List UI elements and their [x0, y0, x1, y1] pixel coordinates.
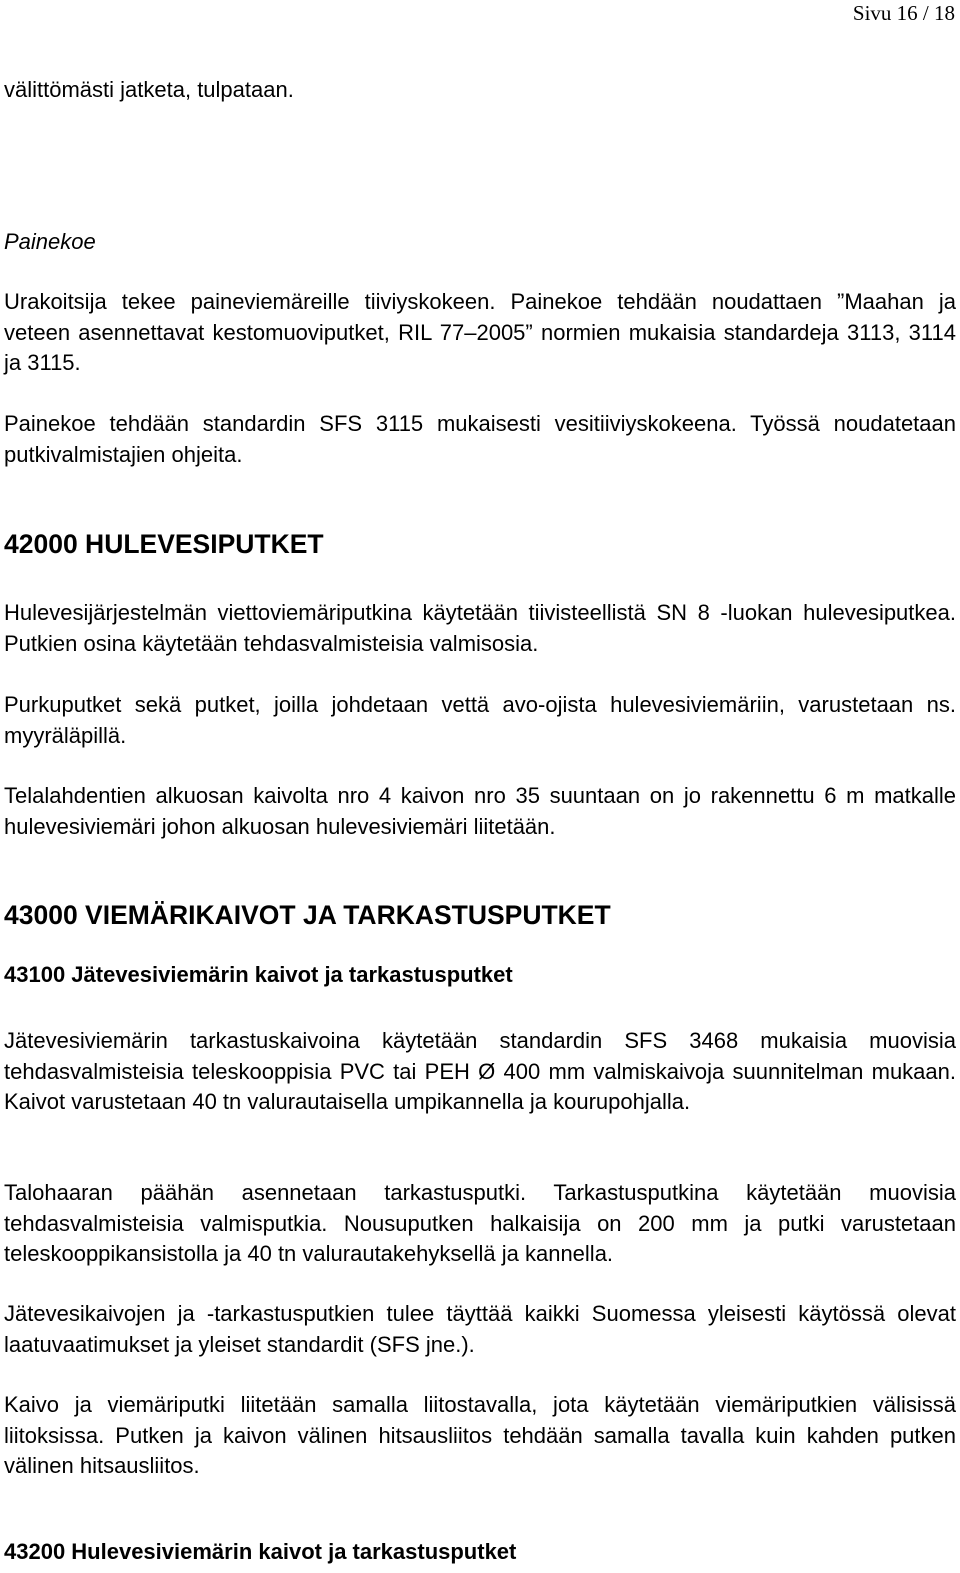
painekoe-paragraph-1: Urakoitsija tekee paineviemäreille tiiviyskokeen. Painekoe tehdään noudattaen ”Maahan ja veteen asennettavat kestomuoviputket, RIL 77–2005” normien mukaisia standardeja 3113, 3114 ja 3115.: [4, 289, 956, 375]
painekoe-heading: Painekoe: [4, 229, 96, 254]
section-42000-heading: 42000 HULEVESIPUTKET: [4, 529, 324, 559]
jatevesi-paragraph-2: Talohaaran päähän asennetaan tarkastusputki. Tarkastusputkina käytetään muovisia tehdasvalmisteisia valmisputkia. Nousuputken halkaisija on 200 mm ja putki varustetaan teleskooppikansistolla ja 40 tn valurautakehyksellä ja kannella.: [4, 1180, 956, 1266]
jatevesi-paragraph-1: Jätevesiviemärin tarkastuskaivoina käytetään standardin SFS 3468 mukaisia muovisia tehdasvalmisteisia teleskooppisia PVC tai PEH Ø 400 mm valmiskaivoja suunnitelman mukaan. Kaivot varustetaan 40 tn valurautaisella umpikannella ja kourupohjalla.: [4, 1028, 956, 1114]
painekoe-paragraph-2: Painekoe tehdään standardin SFS 3115 mukaisesti vesitiiviyskokeena. Työssä noudatetaan putkivalmistajien ohjeita.: [4, 411, 956, 467]
intro-line: välittömästi jatketa, tulpataan.: [4, 77, 294, 102]
jatevesi-paragraph-4: Kaivo ja viemäriputki liitetään samalla liitostavalla, jota käytetään viemäriputkien välisissä liitoksissa. Putken ja kaivon välinen hitsausliitos tehdään samalla tavalla kuin kahden putken välinen hitsausliitos.: [4, 1392, 956, 1478]
section-43000-heading: 43000 VIEMÄRIKAIVOT JA TARKASTUSPUTKET: [4, 900, 611, 930]
section-43100-heading: 43100 Jätevesiviemärin kaivot ja tarkastusputket: [4, 962, 513, 987]
hulevesi-paragraph-1: Hulevesijärjestelmän viettoviemäriputkina käytetään tiivisteellistä SN 8 -luokan hulevesiputkea. Putkien osina käytetään tehdasvalmisteisia valmisosia.: [4, 600, 956, 656]
section-43200-heading: 43200 Hulevesiviemärin kaivot ja tarkastusputket: [4, 1539, 517, 1564]
jatevesi-paragraph-3: Jätevesikaivojen ja -tarkastusputkien tulee täyttää kaikki Suomessa yleisesti käytössä olevat laatuvaatimukset ja yleiset standardit (SFS jne.).: [4, 1301, 956, 1357]
hulevesi-paragraph-2: Purkuputket sekä putket, joilla johdetaan vettä avo-ojista hulevesiviemäriin, varustetaan ns. myyräläpillä.: [4, 692, 956, 748]
page-number: Sivu 16 / 18: [852, 1, 955, 25]
hulevesi-paragraph-3: Telalahdentien alkuosan kaivolta nro 4 kaivon nro 35 suuntaan on jo rakennettu 6 m matkalle hulevesiviemäri johon alkuosan hulevesiviemäri liitetään.: [4, 783, 956, 839]
